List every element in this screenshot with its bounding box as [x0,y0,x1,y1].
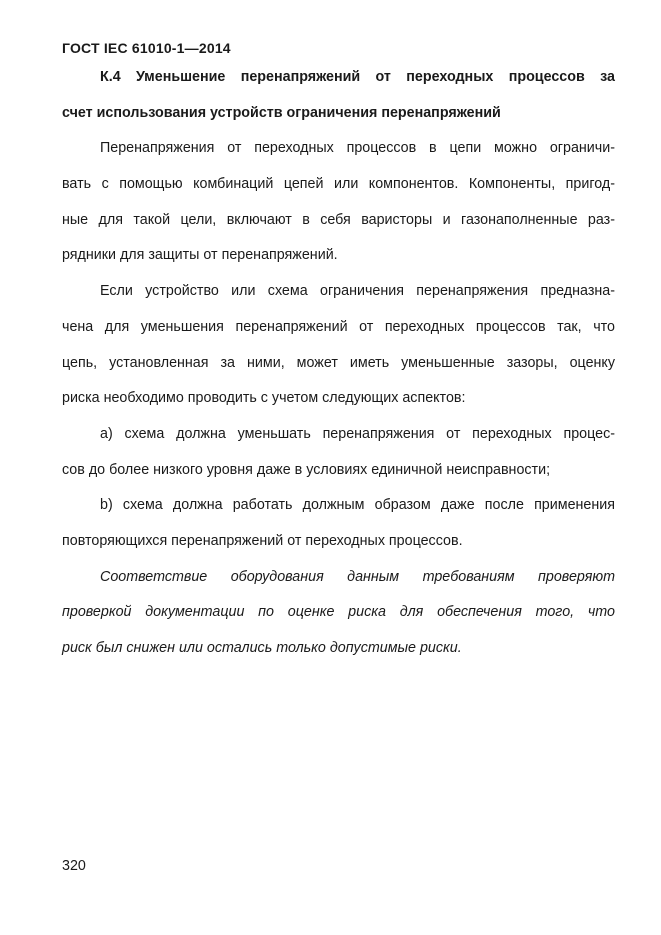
paragraph-2-line-1: Если устройство или схема ограничения перенапряжения предназна- [100,283,615,300]
list-item-a-line-2: сов до более низкого уровня даже в условиях единичной неисправности; [62,461,551,478]
compliance-line-2: проверкой документации по оценке риска для обеспечения того, что [62,604,615,621]
paragraph-2-line-2: чена для уменьшения перенапряжений от переходных процессов так, что [62,318,615,335]
compliance-line-1: Соответствие оборудования данным требованиям проверяют [100,568,615,585]
document-header: ГОСТ IEC 61010-1—2014 [62,40,231,56]
list-item-b-line-1: b) схема должна работать должным образом даже после применения [100,497,615,514]
page-number: 320 [62,858,86,874]
page-body [62,60,615,667]
paragraph-1-line-2: вать с помощью комбинаций цепей или компонентов. Компоненты, пригод- [62,176,615,193]
section-title-line-2: счет использования устройств ограничения перенапряжений [62,104,501,121]
paragraph-2-line-3: цепь, установленная за ними, может иметь уменьшенные зазоры, оценку [62,354,615,371]
section-title-line-1: К.4 Уменьшение перенапряжений от переходных процессов за [100,69,615,85]
list-item-a-line-1: a) схема должна уменьшать перенапряжения от переходных процес- [100,425,615,442]
paragraph-1-line-1: Перенапряжения от переходных процессов в цепи можно ограничи- [100,140,615,157]
compliance-line-3: риск был снижен или остались только допустимые риски. [62,640,462,656]
paragraph-1-line-3: ные для такой цели, включают в себя варисторы и газонаполненные раз- [62,211,615,228]
paragraph-2-line-4: риска необходимо проводить с учетом следующих аспектов: [62,390,466,407]
list-item-b-line-2: повторяющихся перенапряжений от переходных процессов. [62,532,463,549]
paragraph-1-line-4: рядники для защиты от перенапряжений. [62,247,338,264]
